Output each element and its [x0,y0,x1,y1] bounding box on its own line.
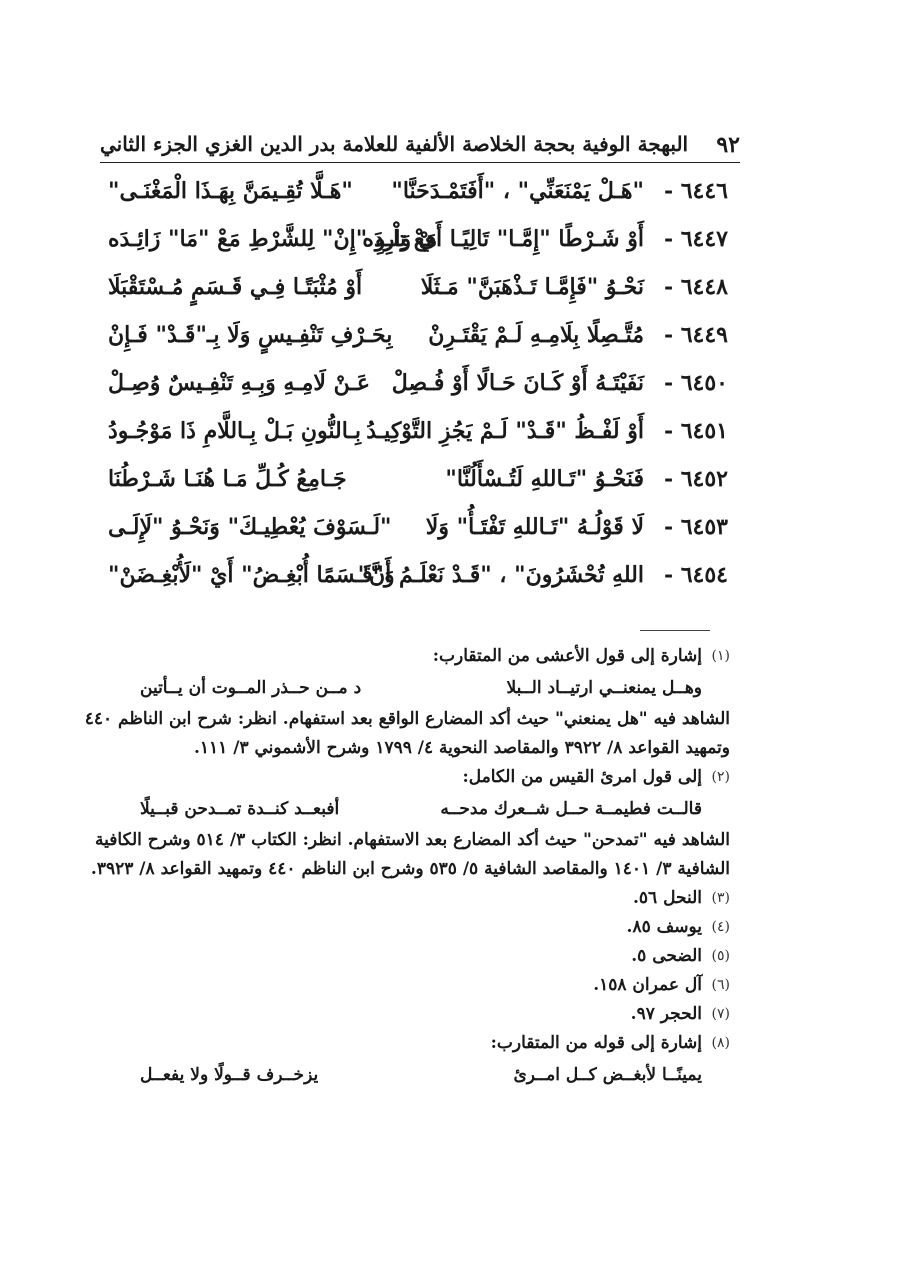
footnote-text: الحجر ٩٧. [630,1004,702,1024]
footnote-5 [100,942,730,971]
verse-second-hemistich: جَـامِعُ كُـلِّ مَـا هُنَـا شَـرْطُنَا [108,466,347,492]
verse-first-hemistich: فَنَحْـوُ "تَـاللهِ لَتُـسْأَلُنَّا" [445,466,644,492]
verse-first-hemistich: أَوْ لَفْـظُ "قَـدْ" لَـمْ يَجُزِ التَّوْكِيـدُ [366,418,644,444]
verse-first-hemistich: أَوْ شَـرْطًا "إِمَّـا" تَالِيًـا أَيْ وَارِدَه [362,226,644,252]
verse-first-hemistich: مُتَّـصِلًا بِلَامِـهِ لَـمْ يَقْتَـرِنْ [428,322,644,348]
footnote-text-line [100,734,730,763]
verse-first-hemistich: نَفَيْتَـهُ أَوْ كَـانَ حَـالًا أَوْ فُـصِلْ [391,370,644,396]
verse-second-hemistich: وَ"قَـسَمًا أُبْغِـضُ" أَيْ "لَأُبْغِـضَنْ" [108,562,395,588]
footnote-text-line [95,826,730,855]
footnote-poem [100,792,730,826]
verse-number: ٦٤٤٨ - [663,274,728,300]
footnote-marker: (١) [711,648,730,664]
footnotes [84,642,730,1092]
verse-line [108,360,728,408]
poem-first-hemistich: قالــت فطيمــة حــل شــعرك مدحــه [440,799,702,819]
verse-number: ٦٤٥٢ - [663,466,728,492]
verse-first-hemistich: اللهِ تُحْشَرُونَ" ، "قَـدْ نَعْلَـمُ أَنَّ" [357,562,644,588]
verse-line [108,456,728,504]
verse-number: ٦٤٥٣ - [663,514,728,540]
footnote-separator [640,630,710,631]
verse-second-hemistich: "هَـلَّا تُقِـيمَنَّ بِهَـذَا الْمَغْنَـى" [108,178,353,204]
verse-line [108,552,728,600]
verse-second-hemistich: أَوْ مُثْبَتًـا فِـي قَـسَمٍ مُـسْتَقْبَلَا [108,274,363,300]
footnote-1 [100,642,730,671]
verse-first-hemistich: نَحْـوُ "فَإِمَّـا تَـذْهَبَنَّ" مَـثَلَا [420,274,644,300]
verse-first-hemistich: لَا قَوْلُـهُ "تَـاللهِ تَفْتَـأُ" وَلَا [425,514,644,540]
verse-line [108,504,728,552]
verse-line [108,408,728,456]
verse-number: ٦٤٥١ - [663,418,728,444]
verse-line [108,264,728,312]
poem-first-hemistich: يمينًــا لأبغــض كــل امــرئ [513,1065,702,1085]
footnote-text: يوسف ٨٥. [626,917,702,937]
poem-first-hemistich: وهــل يمنعنــي ارتيــاد الــبلا [506,678,702,698]
footnote-marker: (٥) [711,948,730,964]
page-number: ٩٢ [716,132,740,158]
verse-line [108,168,728,216]
verse-line [108,312,728,360]
poem-second-hemistich: أفبعــد كنــدة تمــدحن قبــيلًا [140,799,340,819]
verse-second-hemistich: بِـالنُّونِ بَـلْ بِـاللَّامِ ذَا مَوْجُـودُ [108,418,361,444]
footnote-text-line [84,705,730,734]
footnote-intro: إشارة إلى قول الأعشى من المتقارب: [432,646,702,666]
footnote-marker: (٣) [711,890,730,906]
verse-first-hemistich: "هَـلْ يَمْنَعَنِّي" ، "أَفَتَمْـدَحَنَّا" [391,178,644,204]
footnote-3 [100,884,730,913]
footnote-text: الضحى ٥. [631,946,702,966]
footnote-text: وتمهيد القواعد ٨/ ٣٩٢٢ والمقاصد النحوية ٤/ ١٧٩٩ وشرح الأشموني ٣/ ١١١. [193,738,730,758]
verse-second-hemistich: بِحَـرْفِ تَنْفِـيسٍ وَلَا بِـ"قَـدْ" فَـإِنْ [108,322,393,348]
poem-second-hemistich: د مــن حــذر المــوت أن يــأتين [140,678,362,698]
footnote-8 [100,1029,730,1058]
verse-line [108,216,728,264]
footnote-marker: (٤) [711,919,730,935]
verse-number: ٦٤٥٤ - [663,562,728,588]
footnote-4 [100,913,730,942]
verse-number: ٦٤٥٠ - [663,370,728,396]
footnote-text: الشاهد فيه "تمدحن" حيث أكد المضارع بعد الاستفهام. انظر: الكتاب ٣/ ٥١٤ وشرح الكافية [95,830,730,850]
footnote-7 [100,1000,730,1029]
footnote-intro: إشارة إلى قوله من المتقارب: [490,1033,702,1053]
footnote-6 [100,971,730,1000]
footnote-marker: (٨) [711,1035,730,1051]
footnote-poem [100,1058,730,1092]
footnote-2 [100,763,730,792]
page-header [100,126,740,163]
verse-second-hemistich: "لَـسَوْفَ يُعْطِيـكَ" وَنَحْـوُ "لَإِلَـى [108,514,392,540]
poem-second-hemistich: يزخــرف قــولًا ولا يفعــل [140,1065,319,1085]
footnote-marker: (٢) [711,769,730,785]
verse-second-hemistich: عَـنْ لَامِـهِ وَبِـهِ تَنْفِـيسٌ وُصِـلْ [108,370,370,396]
footnote-marker: (٦) [711,977,730,993]
footnote-text: آل عمران ١٥٨. [593,975,702,995]
verse-list [108,168,728,600]
footnote-marker: (٧) [711,1006,730,1022]
verse-number: ٦٤٤٧ - [663,226,728,252]
footnote-intro: إلى قول امرئ القيس من الكامل: [462,767,702,787]
footnote-text: الشافية ٣/ ١٤٠١ والمقاصد الشافية ٥/ ٥٣٥ وشرح ابن الناظم ٤٤٠ وتمهيد القواعد ٨/ ٣٩٢٣. [90,859,730,879]
verse-second-hemistich: مَعْ تِلْـوِ "إِنْ" لِلشَّرْطِ مَعْ "مَا" زَائِـدَه [108,226,438,252]
footnote-poem [100,671,730,705]
verse-number: ٦٤٤٩ - [663,322,728,348]
footnote-text: النحل ٥٦. [633,888,702,908]
verse-number: ٦٤٤٦ - [663,178,728,204]
footnote-text-line [90,855,730,884]
running-title: البهجة الوفية بحجة الخلاصة الألفية للعلامة بدر الدين الغزي الجزء الثاني [100,132,689,156]
footnote-text: الشاهد فيه "هل يمنعني" حيث أكد المضارع الواقع بعد استفهام. انظر: شرح ابن الناظم ٤٤٠ [84,709,730,729]
